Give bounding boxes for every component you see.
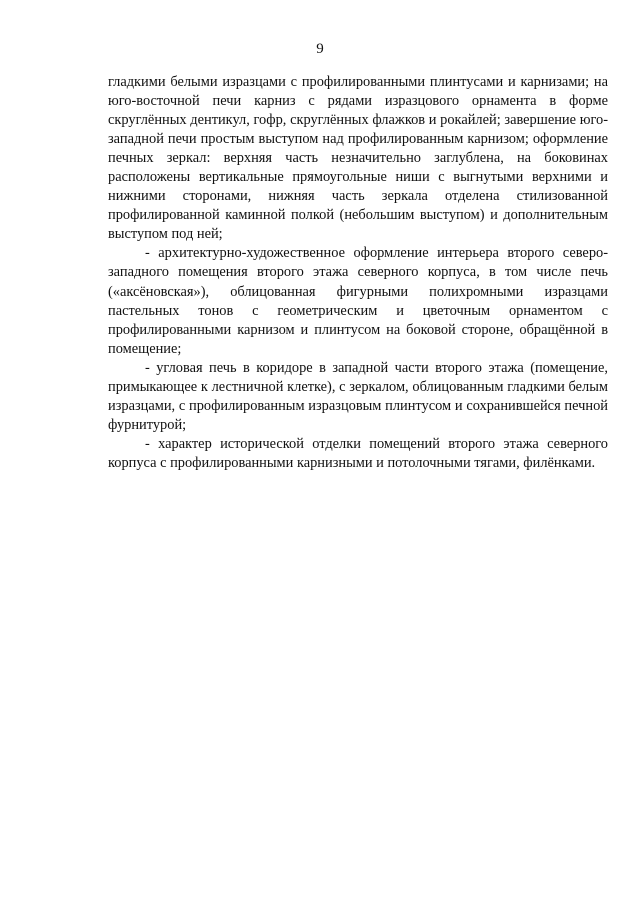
- paragraph-list-item-historic-finish: - характер исторической отделки помещений второго этажа северного корпуса с профилированными карнизными и потолочными тягами, филёнками.: [108, 435, 608, 471]
- paragraph-list-item-corner-stove: - угловая печь в коридоре в западной части второго этажа (помещение, примыкающее к лестничной клетке), с зеркалом, облицованным гладкими белым изразцами, с профилированным изразцовым плинтусом и сохранившейся печной фурнитурой;: [108, 359, 608, 433]
- document-body: [108, 73, 608, 473]
- paragraph-continuation: гладкими белыми изразцами с профилированными плинтусами и карнизами; на юго-восточной печи карниз с рядами изразцового орнамента в форме скруглённых дентикул, гофр, скруглённых флажков и рокайлей; завершение юго-западной печи простым выступом над профилированным карнизом; оформление печных зеркал: верхняя часть незначительно заглублена, на боковинах расположены вертикальные прямоугольные ниши с выгнутыми верхними и нижними сторонами, нижняя часть зеркала отделена стилизованной профилированной каминной полкой (небольшим выступом) и дополнительным выступом под ней;: [108, 74, 608, 243]
- page-number: 9: [316, 41, 324, 57]
- paragraph-list-item-interior-northwest-room: - архитектурно-художественное оформление интерьера второго северо-западного помещения второго этажа северного корпуса, в том числе печь («аксёновская»), облицованная фигурными полихромными изразцами пастельных тонов с геометрическим и цветочным орнаментом с профилированными карнизом и плинтусом на боковой стороне, обращённой в помещение;: [108, 245, 608, 357]
